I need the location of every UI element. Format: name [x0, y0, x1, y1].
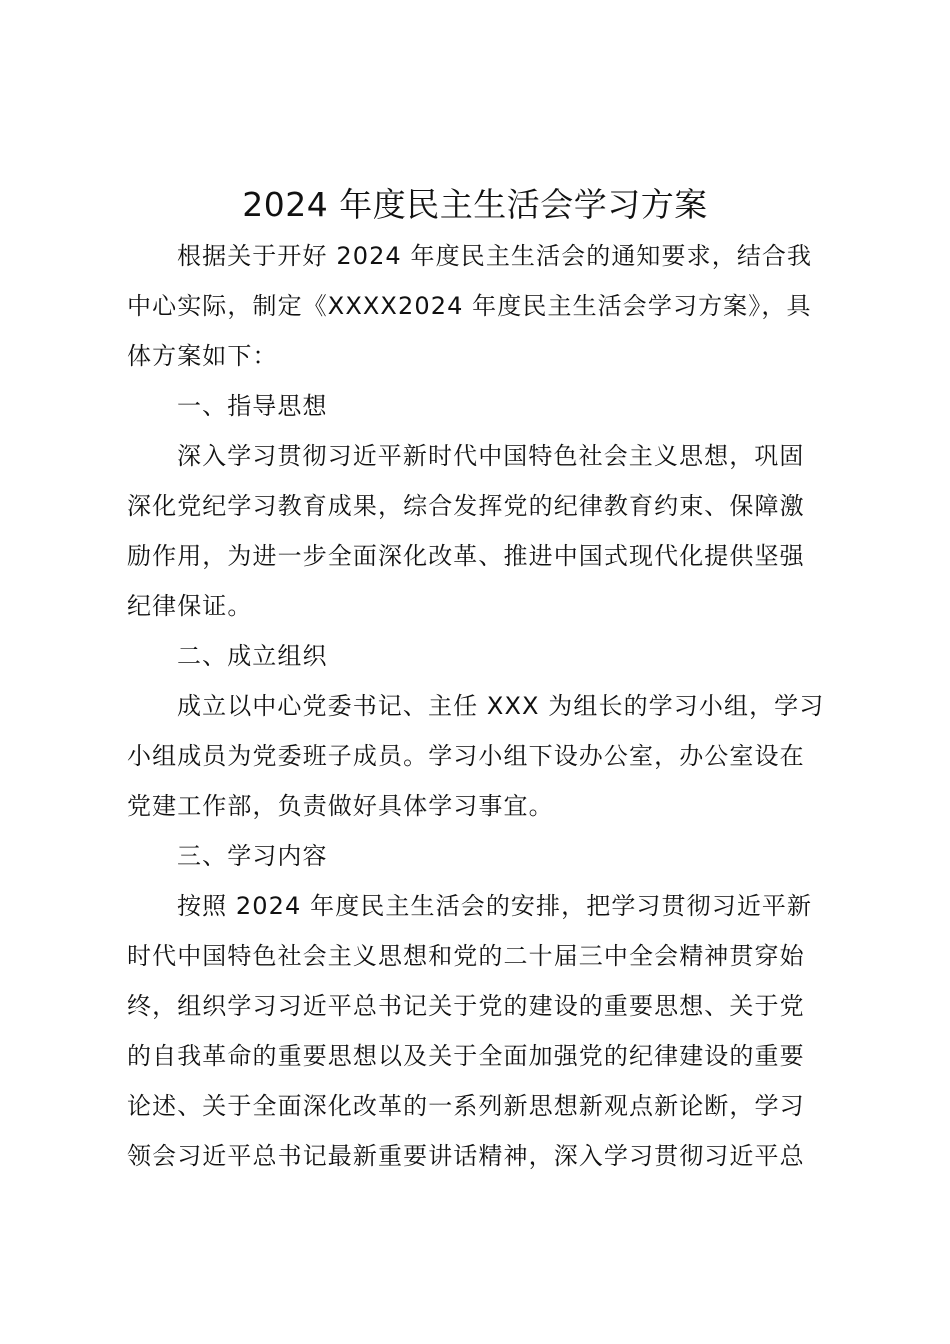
paragraph-line: 体方案如下：: [127, 342, 278, 370]
paragraph-line: 成立以中心党委书记、主任 XXX 为组长的学习小组，学习: [177, 692, 825, 720]
paragraph-line: 深入学习贯彻习近平新时代中国特色社会主义思想，巩固: [177, 442, 805, 470]
paragraph-line: 按照 2024 年度民主生活会的安排，把学习贯彻习近平新: [177, 892, 813, 920]
paragraph-line: 论述、关于全面深化改革的一系列新思想新观点新论断，学习: [127, 1092, 805, 1120]
section-heading-guiding-thought: 一、指导思想: [177, 392, 328, 420]
document-title: 2024 年度民主生活会学习方案: [242, 185, 708, 224]
paragraph-line: 深化党纪学习教育成果，综合发挥党的纪律教育约束、保障激: [127, 492, 805, 520]
intro-paragraph: [127, 231, 833, 381]
document-body: [127, 231, 833, 1181]
paragraph-line: 小组成员为党委班子成员。学习小组下设办公室，办公室设在: [127, 742, 805, 770]
paragraph-line: 中心实际，制定《XXXX2024 年度民主生活会学习方案》，具: [127, 292, 812, 320]
guiding-thought-paragraph: [127, 431, 833, 631]
paragraph-line: 纪律保证。: [127, 592, 253, 620]
paragraph-line: 时代中国特色社会主义思想和党的二十届三中全会精神贯穿始: [127, 942, 805, 970]
section-heading-organization: 二、成立组织: [177, 642, 328, 670]
paragraph-line: 励作用，为进一步全面深化改革、推进中国式现代化提供坚强: [127, 542, 805, 570]
study-content-paragraph: [127, 881, 833, 1181]
paragraph-line: 党建工作部，负责做好具体学习事宜。: [127, 792, 554, 820]
section-heading-study-content: 三、学习内容: [177, 842, 328, 870]
paragraph-line: 领会习近平总书记最新重要讲话精神，深入学习贯彻习近平总: [127, 1142, 805, 1170]
paragraph-line: 终，组织学习习近平总书记关于党的建设的重要思想、关于党: [127, 992, 805, 1020]
organization-paragraph: [127, 681, 833, 831]
paragraph-line: 根据关于开好 2024 年度民主生活会的通知要求，结合我: [177, 242, 813, 270]
paragraph-line: 的自我革命的重要思想以及关于全面加强党的纪律建设的重要: [127, 1042, 805, 1070]
